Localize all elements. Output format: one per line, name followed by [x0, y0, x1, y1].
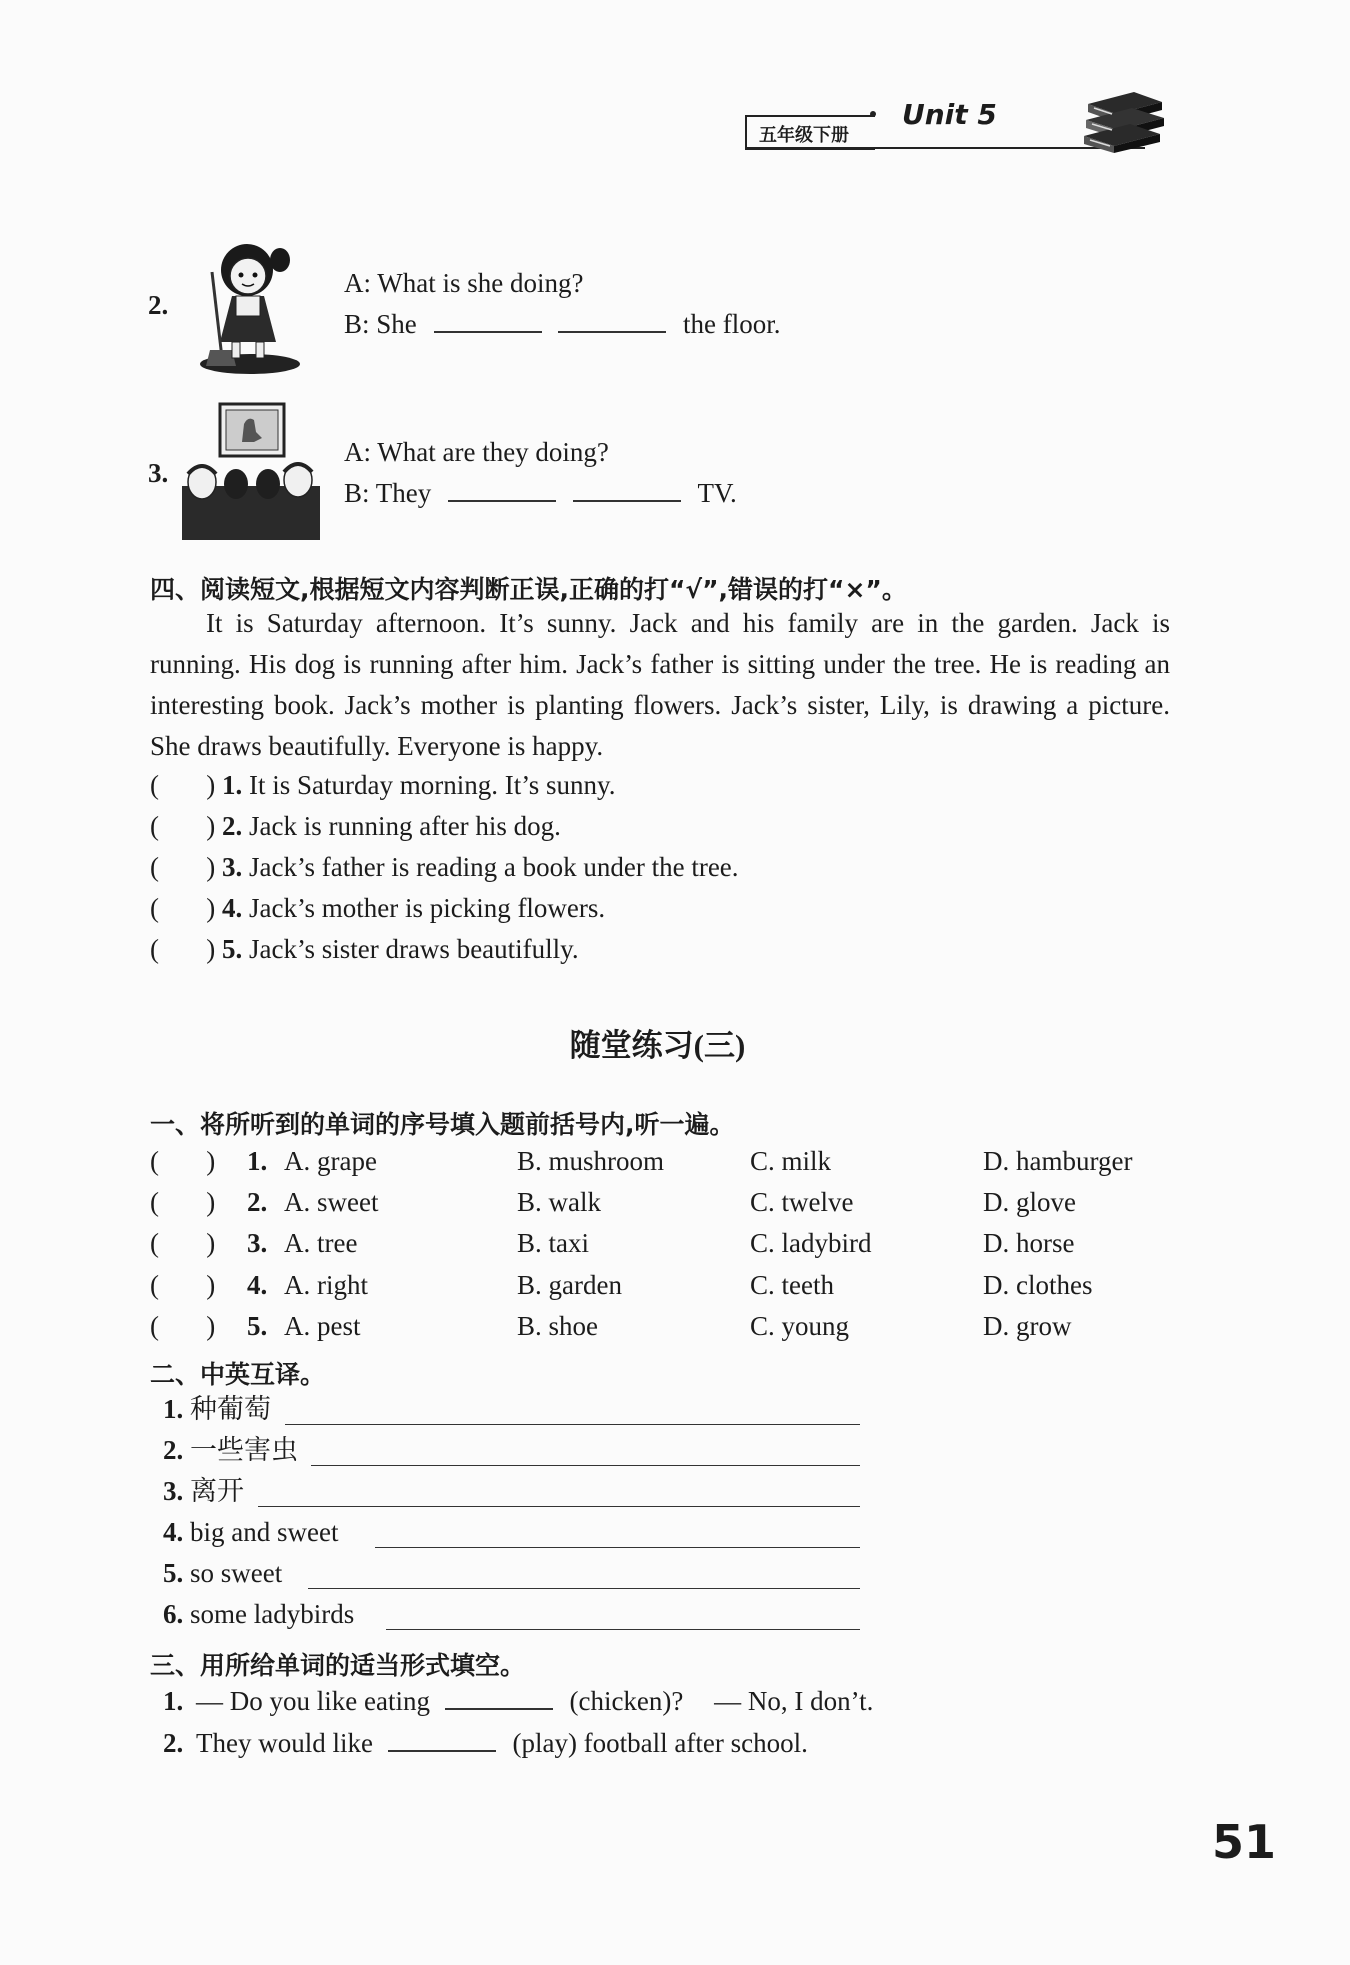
option-a: A. pest	[284, 1311, 361, 1341]
answer-line[interactable]	[258, 1506, 860, 1507]
answer-line[interactable]	[308, 1588, 860, 1589]
option-d: D. glove	[983, 1187, 1076, 1217]
judgement-item: ( ) 2. Jack is running after his dog.	[150, 811, 561, 841]
translation-item: 1. 种葡萄	[163, 1394, 271, 1424]
answer-line[interactable]	[311, 1465, 860, 1466]
pic-item-answer	[344, 480, 737, 507]
page-number: 51	[1212, 1815, 1277, 1869]
exercise-title: 随堂练习(三)	[569, 1028, 746, 1063]
option-d: D. hamburger	[983, 1146, 1133, 1176]
girl-sweeping-illustration	[192, 232, 304, 377]
option-a: A. grape	[284, 1146, 377, 1176]
option-b: B. walk	[517, 1187, 601, 1217]
reading-section-title: 四、阅读短文,根据短文内容判断正误,正确的打“√”,错误的打“×”。	[150, 575, 907, 604]
pic-item-number: 3.	[148, 458, 169, 488]
option-b: B. shoe	[517, 1311, 598, 1341]
option-c: C. young	[750, 1311, 850, 1341]
option-c: C. twelve	[750, 1187, 854, 1217]
option-d: D. horse	[983, 1228, 1075, 1258]
option-a: A. tree	[284, 1228, 358, 1258]
answer-blank[interactable]	[448, 499, 556, 502]
translation-item: 6. some ladybirds	[163, 1599, 355, 1629]
translation-item: 5. so sweet	[163, 1558, 283, 1588]
translation-section-title: 二、中英互译。	[150, 1360, 326, 1389]
answer-blank[interactable]	[445, 1707, 553, 1710]
answer-bracket[interactable]: ( )	[150, 1228, 216, 1258]
pic-item-answer-post: TV.	[697, 478, 737, 508]
answer-bracket[interactable]: ( )	[150, 852, 216, 882]
option-c: C. milk	[750, 1146, 832, 1176]
answer-bracket[interactable]: ( )	[150, 934, 216, 964]
judgement-item: ( ) 5. Jack’s sister draws beautifully.	[150, 934, 579, 964]
option-d: D. clothes	[983, 1270, 1093, 1300]
answer-blank[interactable]	[558, 330, 666, 333]
answer-blank[interactable]	[388, 1749, 496, 1752]
pic-item-answer-pre: B: They	[344, 478, 432, 508]
page-header	[745, 90, 1175, 160]
pic-item-answer	[344, 311, 781, 338]
option-a: A. sweet	[284, 1187, 379, 1217]
judgement-item: ( ) 4. Jack’s mother is picking flowers.	[150, 893, 606, 923]
judgement-item: ( ) 3. Jack’s father is reading a book under the tree.	[150, 852, 739, 882]
header-dot-left	[870, 111, 876, 117]
answer-bracket[interactable]: ( )	[150, 1270, 216, 1300]
option-b: B. garden	[517, 1270, 622, 1300]
family-watching-tv-illustration	[182, 402, 320, 540]
answer-bracket[interactable]: ( )	[150, 811, 216, 841]
reading-passage: It is Saturday afternoon. It’s sunny. Jack and his family are in the garden. Jack is running. His dog is running after him. Jack’s father is sitting under the tree. He is reading an interesting book. Jack’s mother is planting flowers. Jack’s sister, Lily, is drawing a picture. She draws beautifully. Everyone is happy.	[150, 608, 1170, 761]
option-b: B. taxi	[517, 1228, 589, 1258]
translation-item: 4. big and sweet	[163, 1517, 339, 1547]
option-b: B. mushroom	[517, 1146, 665, 1176]
pic-item-answer-pre: B: She	[344, 309, 417, 339]
answer-bracket[interactable]: ( )	[150, 893, 216, 923]
option-d: D. grow	[983, 1311, 1072, 1341]
answer-bracket[interactable]: ( )	[150, 1146, 216, 1176]
listening-section-title: 一、将所听到的单词的序号填入题前括号内,听一遍。	[150, 1110, 735, 1139]
answer-bracket[interactable]: ( )	[150, 1311, 216, 1341]
listening-rows: ( ) 1. A. grape B. mushroom C. milk D. hamburger ( ) 2. A. sweet B. walk C. twelve D. glove ( ) 3. A. tree B. taxi C. ladybird D. horse ( ) 4. A. right B. garden C. teeth D. clothes ( ) 5. A. pest B. shoe C. young D. grow	[150, 1146, 1133, 1341]
judgement-item: ( ) 1. It is Saturday morning. It’s sunny.	[150, 770, 616, 800]
translation-list	[163, 1396, 863, 1656]
fill-item: 1. — Do you like eating (chicken)? — No, I don’t.	[163, 1686, 874, 1716]
answer-line[interactable]	[285, 1424, 860, 1425]
pic-item-answer-post: the floor.	[683, 309, 781, 339]
option-c: C. teeth	[750, 1270, 834, 1300]
header-grade-label: 五年级下册	[759, 125, 849, 146]
answer-bracket[interactable]: ( )	[150, 1187, 216, 1217]
book-stack-icon	[1082, 90, 1167, 154]
fill-section-title: 三、用所给单词的适当形式填空。	[150, 1651, 526, 1680]
answer-line[interactable]	[375, 1547, 860, 1548]
option-a: A. right	[284, 1270, 368, 1300]
header-unit-label: Unit 5	[902, 98, 997, 131]
pic-item-number: 2.	[148, 290, 169, 320]
answer-blank[interactable]	[573, 499, 681, 502]
answer-line[interactable]	[386, 1629, 860, 1630]
pic-item-question: A: What are they doing?	[344, 437, 609, 467]
translation-item: 3. 离开	[163, 1476, 244, 1506]
answer-blank[interactable]	[434, 330, 542, 333]
pic-item-question: A: What is she doing?	[344, 268, 584, 298]
translation-item: 2. 一些害虫	[163, 1435, 298, 1465]
fill-item: 2. They would like (play) football after school.	[163, 1728, 808, 1758]
answer-bracket[interactable]: ( )	[150, 770, 216, 800]
option-c: C. ladybird	[750, 1228, 872, 1258]
